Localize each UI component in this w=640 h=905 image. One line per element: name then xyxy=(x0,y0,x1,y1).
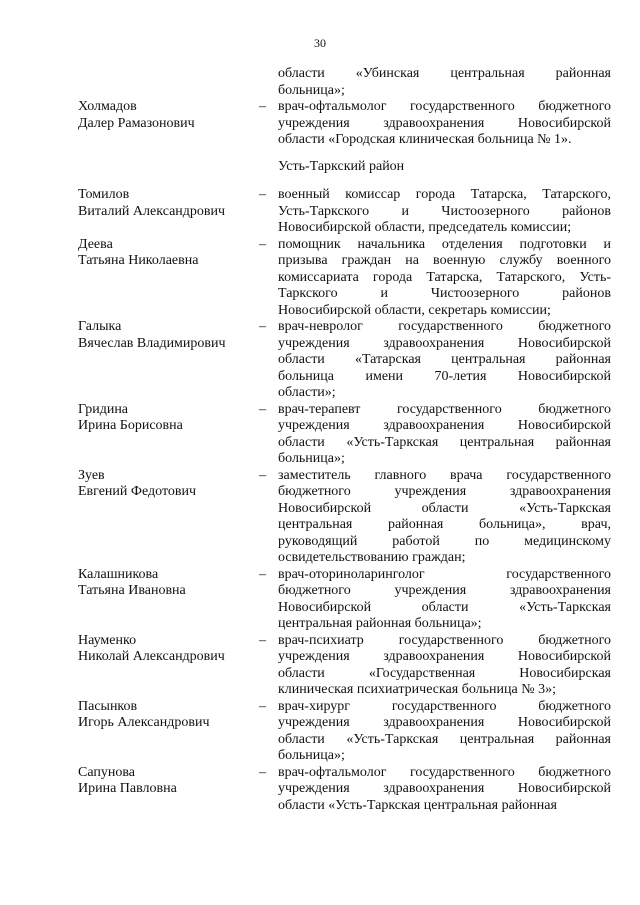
description-line: больница»; xyxy=(278,451,345,466)
entry-description xyxy=(278,99,611,149)
description-line: освидетельствованию граждан; xyxy=(278,550,466,565)
entry-description xyxy=(278,402,611,468)
description-line: врач-хирург государственного бюджетного xyxy=(278,698,611,714)
member-surname: Пасынков xyxy=(78,698,138,714)
document-body xyxy=(0,66,640,814)
member-surname: Сапунова xyxy=(78,764,135,780)
description-line: Новосибирской области «Усть-Таркская xyxy=(278,599,611,615)
member-given-name: Николай Александрович xyxy=(78,649,225,664)
entry-description xyxy=(278,66,611,99)
dash-separator: – xyxy=(259,236,266,252)
dash-separator: – xyxy=(259,632,266,648)
description-line: врач-оториноларинголог государственного xyxy=(278,566,611,582)
entry-description xyxy=(278,567,611,633)
entry-description xyxy=(278,319,611,402)
member-entry xyxy=(0,567,640,633)
description-line: учреждения здравоохранения Новосибирской xyxy=(278,649,611,664)
description-line: врач-невролог государственного бюджетного xyxy=(278,319,611,334)
member-entry xyxy=(0,402,640,468)
member-given-name: Ирина Борисовна xyxy=(78,418,183,433)
member-surname: Томилов xyxy=(78,187,130,202)
member-entry xyxy=(0,765,640,815)
description-line: врач-психиатр государственного бюджетного xyxy=(278,632,611,648)
member-given-name: Далер Рамазонович xyxy=(78,115,195,131)
entry-description xyxy=(278,468,611,567)
description-line: области «Усть-Таркская центральная районная xyxy=(278,731,611,747)
member-entry xyxy=(0,699,640,765)
member-name xyxy=(78,765,254,798)
continuation-entry xyxy=(0,66,640,99)
dash-separator: – xyxy=(259,99,266,114)
description-line: бюджетного учреждения здравоохранения xyxy=(278,583,611,598)
member-given-name: Евгений Федотович xyxy=(78,484,197,499)
description-line: учреждения здравоохранения Новосибирской xyxy=(278,418,611,433)
entries-before-list xyxy=(0,99,640,149)
entries-list xyxy=(0,187,640,814)
description-line: больница имени 70-летия Новосибирской xyxy=(278,368,611,384)
description-line: врач-офтальмолог государственного бюджетного xyxy=(278,99,611,114)
dash-separator: – xyxy=(259,566,266,582)
description-line: области «Татарская центральная районная xyxy=(278,352,611,367)
member-surname: Зуев xyxy=(78,467,105,483)
entry-description xyxy=(278,765,611,815)
description-line: Новосибирской области, председатель комиссии; xyxy=(278,220,572,235)
description-line: помощник начальника отделения подготовки и xyxy=(278,236,611,252)
description-line: клиническая психиатрическая больница № 3»; xyxy=(278,682,556,697)
member-name xyxy=(78,319,254,352)
description-line: области «Городская клиническая больница № 1». xyxy=(278,132,572,147)
description-line: области»; xyxy=(278,385,336,400)
description-line: врач-терапевт государственного бюджетного xyxy=(278,401,611,417)
member-entry xyxy=(0,187,640,237)
description-line: Таркского и Чистоозерного районов xyxy=(278,286,611,301)
description-line: центральная районная больница», врач, xyxy=(278,517,611,532)
member-surname: Калашникова xyxy=(78,566,159,582)
member-surname: Гридина xyxy=(78,401,129,417)
description-line: призыва граждан на военную службу военного xyxy=(278,253,611,268)
description-line: учреждения здравоохранения Новосибирской xyxy=(278,115,611,131)
member-name xyxy=(78,567,254,600)
member-given-name: Игорь Александрович xyxy=(78,715,210,730)
description-line: Новосибирской области, секретарь комиссии; xyxy=(278,302,551,318)
description-line: области «Усть-Таркская центральная районная xyxy=(278,434,611,450)
member-name xyxy=(78,633,254,666)
member-name xyxy=(78,468,254,501)
description-line: комиссариата города Татарска, Татарского, Усть- xyxy=(278,269,611,285)
member-entry xyxy=(0,319,640,402)
description-line: центральная районная больница»; xyxy=(278,616,482,631)
description-line: учреждения здравоохранения Новосибирской xyxy=(278,715,611,730)
description-line: учреждения здравоохранения Новосибирской xyxy=(278,781,611,796)
description-line: врач-офтальмолог государственного бюджетного xyxy=(278,764,611,780)
member-surname: Науменко xyxy=(78,632,137,648)
member-name xyxy=(78,402,254,435)
dash-separator: – xyxy=(259,698,266,714)
member-entry xyxy=(0,237,640,320)
description-line: области «Убинская центральная районная xyxy=(278,66,611,81)
entry-description xyxy=(278,187,611,237)
member-surname: Галыка xyxy=(78,319,122,334)
dash-separator: – xyxy=(259,764,266,780)
member-name xyxy=(78,99,254,132)
member-given-name: Виталий Александрович xyxy=(78,203,226,219)
member-entry xyxy=(0,99,640,149)
description-line: бюджетного учреждения здравоохранения xyxy=(278,484,611,499)
member-name xyxy=(78,237,254,270)
entry-description xyxy=(278,699,611,765)
member-given-name: Вячеслав Владимирович xyxy=(78,335,226,351)
member-name xyxy=(78,699,254,732)
member-given-name: Татьяна Ивановна xyxy=(78,583,186,598)
description-line: заместитель главного врача государственного xyxy=(278,467,611,483)
description-line: Усть-Таркского и Чистоозерного районов xyxy=(278,203,611,219)
member-surname: Холмадов xyxy=(78,99,137,114)
description-line: учреждения здравоохранения Новосибирской xyxy=(278,335,611,351)
dash-separator: – xyxy=(259,401,266,417)
member-entry xyxy=(0,468,640,567)
member-surname: Деева xyxy=(78,236,113,252)
entry-description xyxy=(278,633,611,699)
description-line: военный комиссар города Татарска, Татарского, xyxy=(278,187,611,202)
description-line: больница»; xyxy=(278,748,345,763)
description-line: руководящий работой по медицинскому xyxy=(278,533,611,549)
member-entry xyxy=(0,633,640,699)
page-number: 30 xyxy=(314,36,326,50)
dash-separator: – xyxy=(259,467,266,483)
dash-separator: – xyxy=(259,187,266,202)
member-name xyxy=(78,187,254,220)
description-line: области «Государственная Новосибирская xyxy=(278,665,611,681)
section-title: Усть-Таркский район xyxy=(278,158,405,174)
dash-separator: – xyxy=(259,319,266,334)
member-given-name: Ирина Павловна xyxy=(78,781,177,796)
description-line: Новосибирской области «Усть-Таркская xyxy=(278,500,611,516)
member-given-name: Татьяна Николаевна xyxy=(78,253,199,268)
description-line: больница»; xyxy=(278,82,345,98)
description-line: области «Усть-Таркская центральная районная xyxy=(278,797,557,813)
entry-description xyxy=(278,237,611,320)
